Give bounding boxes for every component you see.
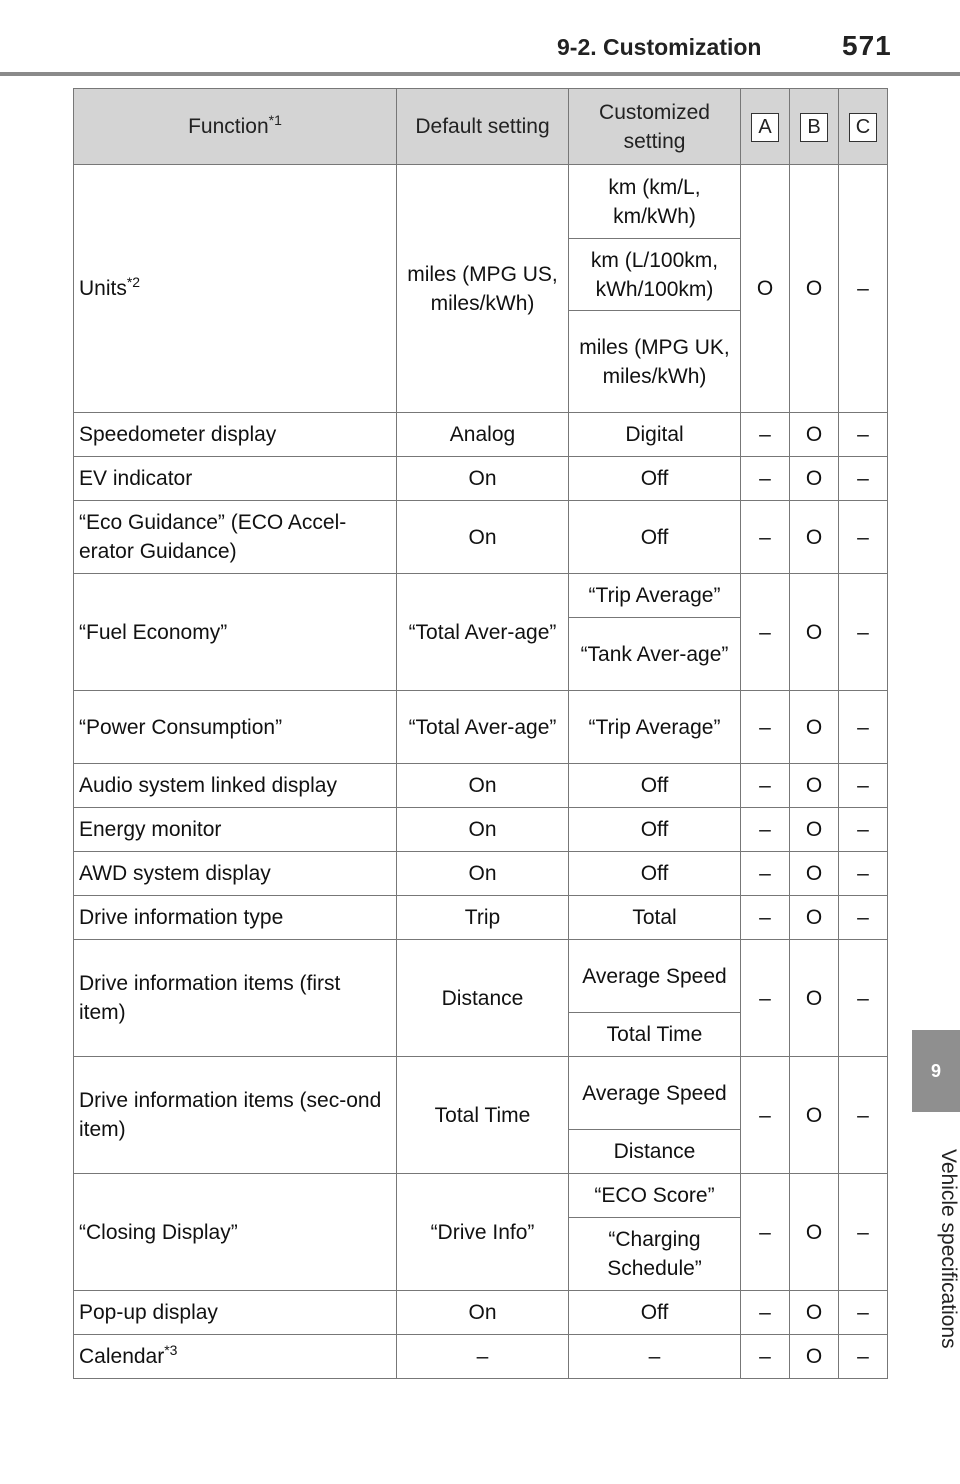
custom-cell: Average Speed <box>569 940 741 1013</box>
table-row <box>74 1335 888 1379</box>
a-cell: – <box>741 691 790 764</box>
a-cell: – <box>741 808 790 852</box>
default-cell: “Drive Info” <box>397 1174 569 1291</box>
chapter-label: Vehicle specifications <box>937 1149 960 1349</box>
c-cell: – <box>839 940 888 1057</box>
function-cell: “Eco Guidance” (ECO Accel-erator Guidance) <box>74 501 397 574</box>
function-cell: Units$^{*2}$ <box>74 165 397 413</box>
function-cell: Drive information items (first item) <box>74 940 397 1057</box>
badge-c: C <box>849 113 877 142</box>
header-default-setting: Default setting <box>397 89 569 165</box>
table-row <box>74 574 888 618</box>
custom-cell: Off <box>569 852 741 896</box>
default-cell: Total Time <box>397 1057 569 1174</box>
a-cell: – <box>741 1057 790 1174</box>
a-cell: – <box>741 1335 790 1379</box>
custom-cell: – <box>569 1335 741 1379</box>
c-cell: – <box>839 1057 888 1174</box>
a-cell: O <box>741 165 790 413</box>
function-cell: AWD system display <box>74 852 397 896</box>
custom-cell: Digital <box>569 413 741 457</box>
header-function: Function$^{*1}$ <box>74 89 397 165</box>
section-title: 9-2. Customization <box>557 34 762 60</box>
function-cell: Pop-up display <box>74 1291 397 1335</box>
b-cell: O <box>790 165 839 413</box>
default-cell: On <box>397 1291 569 1335</box>
custom-cell: km (L/100km, kWh/100km) <box>569 239 741 311</box>
page-number: 571 <box>842 30 892 61</box>
table-row <box>74 691 888 764</box>
header-b <box>790 89 839 165</box>
function-cell: Speedometer display <box>74 413 397 457</box>
b-cell: O <box>790 1057 839 1174</box>
table-header-row <box>74 89 888 165</box>
function-cell: Calendar$^{*3}$ <box>74 1335 397 1379</box>
table-row <box>74 1291 888 1335</box>
b-cell: O <box>790 501 839 574</box>
b-cell: O <box>790 808 839 852</box>
default-cell: “Total Aver-age” <box>397 691 569 764</box>
table-row <box>74 413 888 457</box>
table-row <box>74 896 888 940</box>
b-cell: O <box>790 1335 839 1379</box>
table-row <box>74 457 888 501</box>
function-cell: Energy monitor <box>74 808 397 852</box>
header-divider <box>0 72 960 76</box>
function-cell: “Closing Display” <box>74 1174 397 1291</box>
b-cell: O <box>790 896 839 940</box>
c-cell: – <box>839 574 888 691</box>
table-row <box>74 852 888 896</box>
a-cell: – <box>741 413 790 457</box>
custom-cell: Off <box>569 764 741 808</box>
header-customized-setting: Customized setting <box>569 89 741 165</box>
custom-cell: Off <box>569 457 741 501</box>
a-cell: – <box>741 1174 790 1291</box>
b-cell: O <box>790 1291 839 1335</box>
table-row <box>74 808 888 852</box>
c-cell: – <box>839 457 888 501</box>
a-cell: – <box>741 896 790 940</box>
c-cell: – <box>839 1174 888 1291</box>
c-cell: – <box>839 764 888 808</box>
c-cell: – <box>839 1291 888 1335</box>
default-cell: “Total Aver-age” <box>397 574 569 691</box>
c-cell: – <box>839 501 888 574</box>
function-cell: Drive information items (sec-ond item) <box>74 1057 397 1174</box>
custom-cell: Off <box>569 808 741 852</box>
custom-cell: Off <box>569 501 741 574</box>
c-cell: – <box>839 896 888 940</box>
header-a <box>741 89 790 165</box>
chapter-number: 9 <box>930 1060 941 1081</box>
default-cell: Distance <box>397 940 569 1057</box>
b-cell: O <box>790 413 839 457</box>
function-cell: “Power Consumption” <box>74 691 397 764</box>
default-cell: – <box>397 1335 569 1379</box>
custom-cell: “Charging Schedule” <box>569 1218 741 1291</box>
default-cell: Analog <box>397 413 569 457</box>
custom-cell: km (km/L, km/kWh) <box>569 165 741 239</box>
b-cell: O <box>790 691 839 764</box>
table-row <box>74 1174 888 1218</box>
custom-cell: miles (MPG UK, miles/kWh) <box>569 311 741 413</box>
default-cell: On <box>397 808 569 852</box>
b-cell: O <box>790 574 839 691</box>
table-row <box>74 764 888 808</box>
a-cell: – <box>741 1291 790 1335</box>
b-cell: O <box>790 940 839 1057</box>
c-cell: – <box>839 413 888 457</box>
customization-table <box>73 88 888 1379</box>
c-cell: – <box>839 852 888 896</box>
table-row <box>74 940 888 1013</box>
badge-a: A <box>751 113 779 142</box>
default-cell: On <box>397 764 569 808</box>
function-cell: Audio system linked display <box>74 764 397 808</box>
b-cell: O <box>790 1174 839 1291</box>
custom-cell: “Trip Average” <box>569 691 741 764</box>
default-cell: On <box>397 852 569 896</box>
custom-cell: Total Time <box>569 1013 741 1057</box>
custom-cell: “Tank Aver-age” <box>569 618 741 691</box>
table-row <box>74 501 888 574</box>
default-cell: On <box>397 457 569 501</box>
badge-b: B <box>800 113 828 142</box>
default-cell: miles (MPG US, miles/kWh) <box>397 165 569 413</box>
a-cell: – <box>741 457 790 501</box>
custom-cell: Distance <box>569 1130 741 1174</box>
a-cell: – <box>741 574 790 691</box>
custom-cell: “ECO Score” <box>569 1174 741 1218</box>
a-cell: – <box>741 852 790 896</box>
function-cell: Drive information type <box>74 896 397 940</box>
c-cell: – <box>839 808 888 852</box>
function-cell: EV indicator <box>74 457 397 501</box>
chapter-tab <box>912 1030 960 1112</box>
custom-cell: Off <box>569 1291 741 1335</box>
header-c <box>839 89 888 165</box>
table-row <box>74 165 888 239</box>
b-cell: O <box>790 764 839 808</box>
c-cell: – <box>839 691 888 764</box>
custom-cell: Average Speed <box>569 1057 741 1130</box>
custom-cell: Total <box>569 896 741 940</box>
a-cell: – <box>741 764 790 808</box>
default-cell: Trip <box>397 896 569 940</box>
a-cell: – <box>741 501 790 574</box>
custom-cell: “Trip Average” <box>569 574 741 618</box>
c-cell: – <box>839 1335 888 1379</box>
c-cell: – <box>839 165 888 413</box>
b-cell: O <box>790 852 839 896</box>
a-cell: – <box>741 940 790 1057</box>
function-cell: “Fuel Economy” <box>74 574 397 691</box>
default-cell: On <box>397 501 569 574</box>
table-row <box>74 1057 888 1130</box>
b-cell: O <box>790 457 839 501</box>
